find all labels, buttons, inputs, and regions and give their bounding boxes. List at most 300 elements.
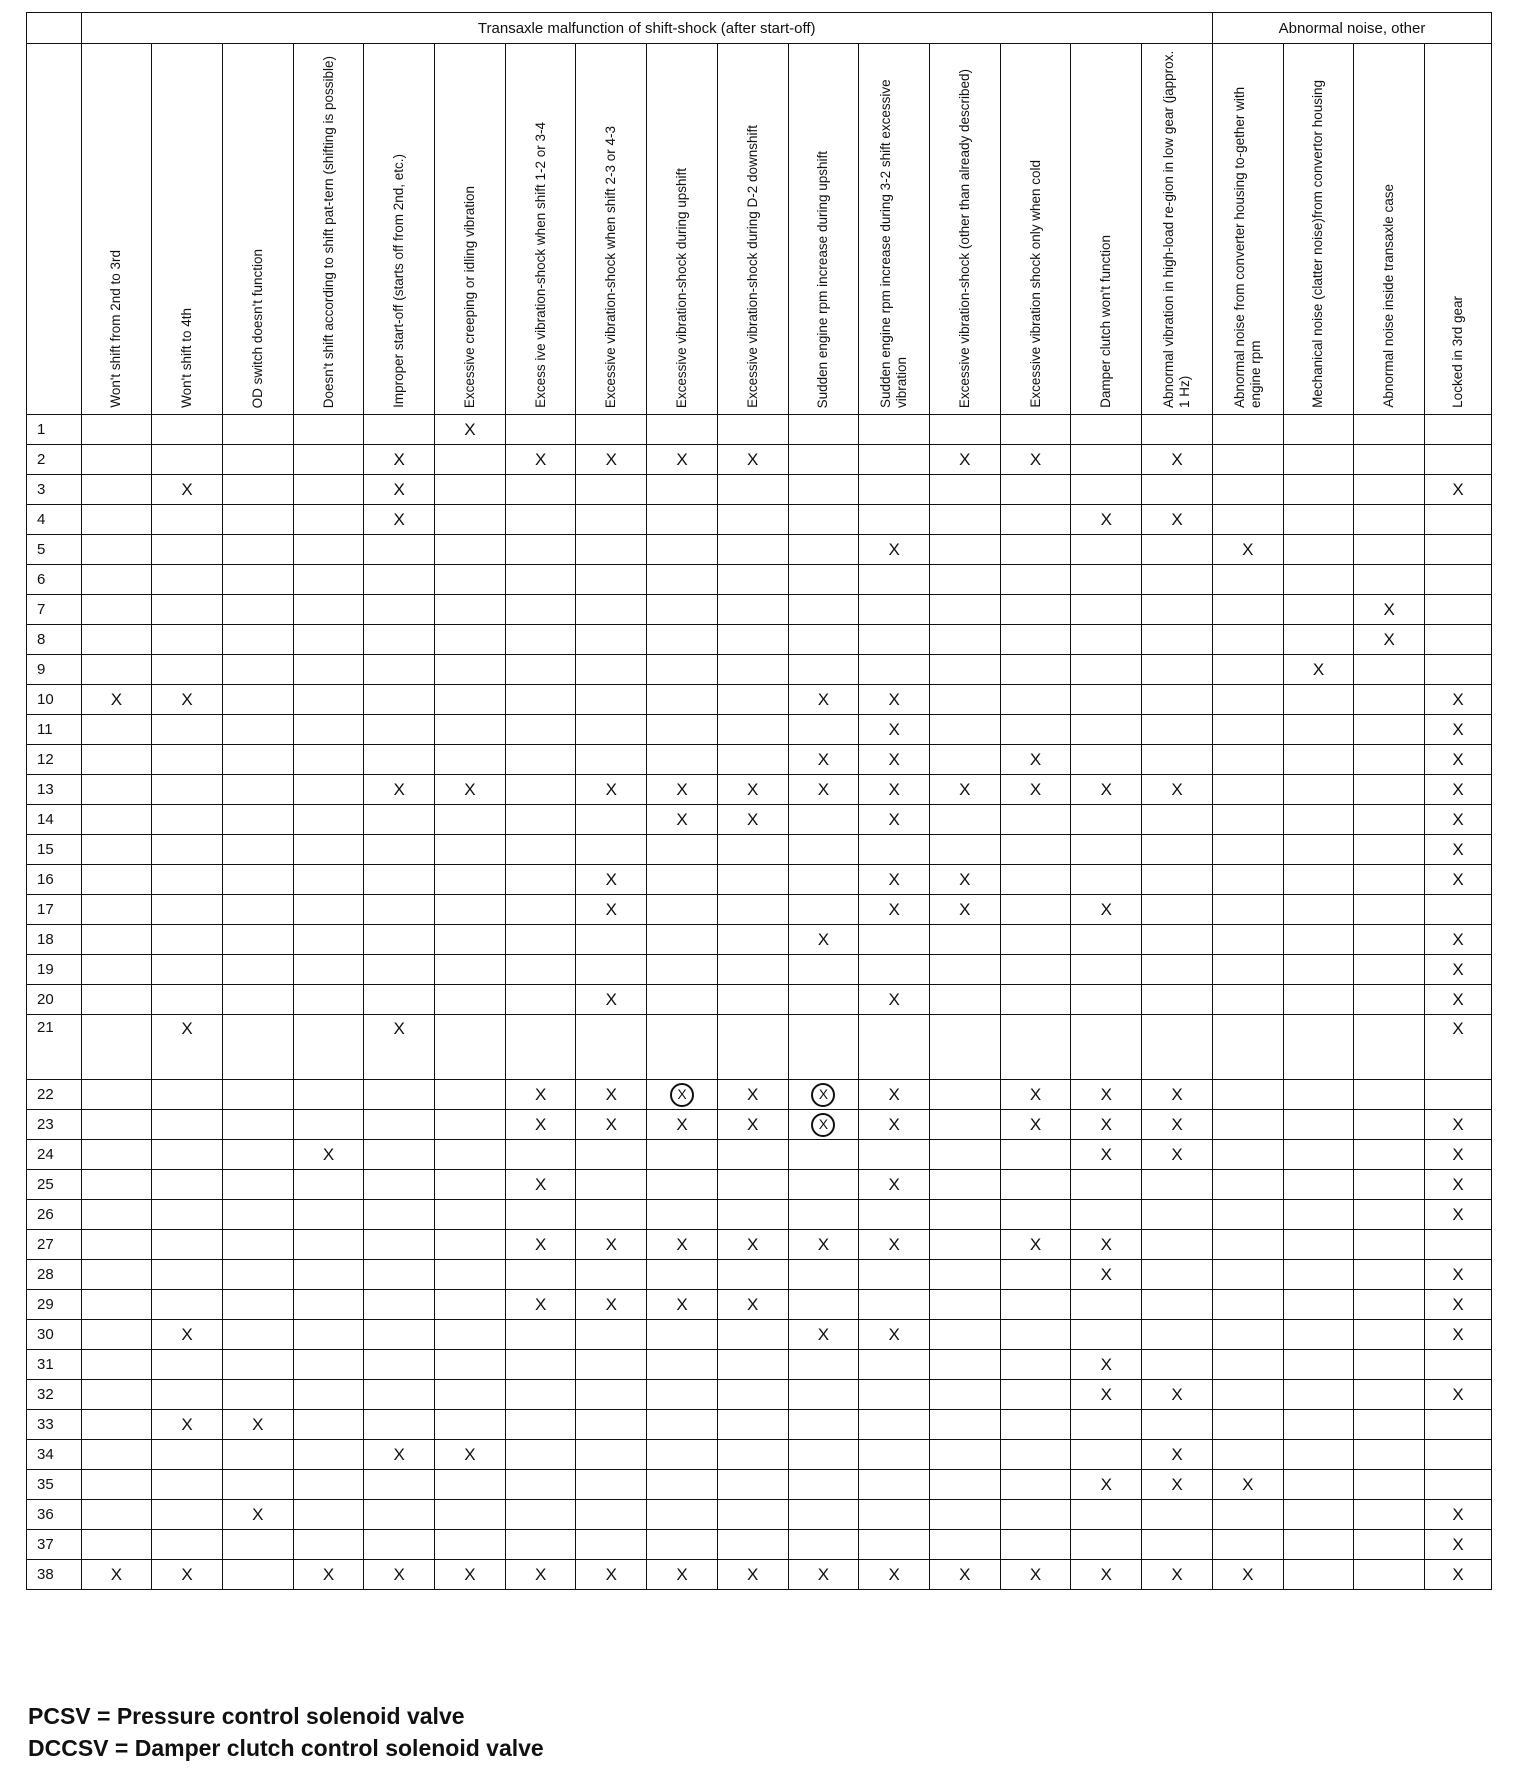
matrix-cell — [1283, 895, 1354, 925]
matrix-cell — [152, 535, 223, 565]
matrix-cell — [1425, 625, 1492, 655]
matrix-cell — [364, 1500, 435, 1530]
table-row — [27, 985, 1492, 1015]
matrix-cell — [1071, 505, 1142, 535]
matrix-cell — [1142, 1080, 1213, 1110]
matrix-cell — [152, 625, 223, 655]
matrix-cell — [1000, 625, 1071, 655]
matrix-cell — [717, 1410, 788, 1440]
matrix-cell — [788, 1200, 859, 1230]
matrix-cell — [929, 1320, 1000, 1350]
row-number: 8 — [27, 625, 82, 655]
matrix-cell — [788, 1260, 859, 1290]
matrix-cell — [576, 925, 647, 955]
matrix-cell — [717, 1170, 788, 1200]
matrix-cell — [1212, 775, 1283, 805]
matrix-cell — [293, 565, 364, 595]
matrix-cell — [859, 805, 930, 835]
x-mark: X — [1029, 749, 1042, 769]
matrix-cell — [647, 595, 718, 625]
matrix-cell — [576, 1440, 647, 1470]
matrix-cell — [222, 685, 293, 715]
row-number: 3 — [27, 475, 82, 505]
x-mark: X — [1171, 509, 1183, 529]
matrix-cell — [647, 1230, 718, 1260]
matrix-cell — [364, 685, 435, 715]
x-mark: X — [1171, 1114, 1183, 1134]
table-row — [27, 1140, 1492, 1170]
matrix-cell — [293, 1230, 364, 1260]
x-mark: X — [1029, 1564, 1042, 1584]
matrix-cell — [1283, 655, 1354, 685]
matrix-cell — [1071, 1320, 1142, 1350]
matrix-cell — [859, 655, 930, 685]
x-mark: X — [1452, 929, 1464, 949]
matrix-cell — [81, 535, 152, 565]
matrix-cell — [1283, 595, 1354, 625]
matrix-cell — [81, 1500, 152, 1530]
matrix-cell — [1000, 925, 1071, 955]
matrix-cell — [364, 1260, 435, 1290]
matrix-cell — [859, 1560, 930, 1590]
matrix-cell — [647, 1140, 718, 1170]
x-mark: X — [676, 449, 688, 469]
x-mark: X — [605, 779, 617, 799]
legend-pcsv: PCSV = Pressure control solenoid valve — [28, 1703, 465, 1729]
matrix-cell — [859, 535, 930, 565]
matrix-cell — [1142, 1170, 1213, 1200]
matrix-cell — [717, 1200, 788, 1230]
matrix-cell — [1000, 1290, 1071, 1320]
column-header-label: Abnormal vibration in high-load re-gion in low gear (japprox. 1 Hz) — [1161, 50, 1193, 408]
matrix-cell — [1283, 835, 1354, 865]
matrix-cell — [717, 1470, 788, 1500]
matrix-cell — [1142, 1350, 1213, 1380]
matrix-cell — [222, 1080, 293, 1110]
matrix-cell — [576, 1110, 647, 1140]
matrix-cell — [364, 1470, 435, 1500]
x-mark: X — [747, 809, 759, 829]
matrix-cell — [1142, 1380, 1213, 1410]
table-row — [27, 445, 1492, 475]
matrix-cell — [152, 1290, 223, 1320]
x-mark: X — [534, 1234, 547, 1254]
matrix-cell — [81, 955, 152, 985]
matrix-cell — [293, 805, 364, 835]
matrix-cell — [222, 415, 293, 445]
x-mark: X — [534, 449, 547, 469]
matrix-cell — [647, 745, 718, 775]
matrix-cell — [505, 1350, 576, 1380]
matrix-cell — [1283, 745, 1354, 775]
matrix-cell — [1283, 1530, 1354, 1560]
x-mark: X — [464, 779, 476, 799]
matrix-cell — [859, 1170, 930, 1200]
x-mark: X — [1100, 1564, 1112, 1584]
matrix-cell — [859, 985, 930, 1015]
x-mark: X — [534, 1174, 547, 1194]
column-header-label: Sudden engine rpm increase during 3-2 shift excessive vibration — [878, 79, 910, 408]
matrix-cell — [1071, 865, 1142, 895]
matrix-cell — [1142, 925, 1213, 955]
matrix-cell — [1425, 1290, 1492, 1320]
table-row — [27, 1080, 1492, 1110]
matrix-cell — [152, 1260, 223, 1290]
matrix-cell — [859, 625, 930, 655]
matrix-cell — [81, 1350, 152, 1380]
matrix-cell — [1283, 1440, 1354, 1470]
matrix-cell — [505, 1470, 576, 1500]
x-mark: X — [534, 1084, 547, 1104]
matrix-cell — [929, 1200, 1000, 1230]
x-mark: X — [1452, 869, 1464, 889]
row-number: 7 — [27, 595, 82, 625]
x-mark: X — [676, 1564, 688, 1584]
matrix-cell — [1071, 1230, 1142, 1260]
matrix-cell — [505, 1230, 576, 1260]
matrix-cell — [81, 685, 152, 715]
matrix-cell — [152, 745, 223, 775]
matrix-cell — [435, 1440, 506, 1470]
matrix-cell — [576, 1350, 647, 1380]
matrix-cell — [1071, 955, 1142, 985]
matrix-cell — [647, 985, 718, 1015]
x-mark: X — [1452, 989, 1464, 1009]
matrix-cell — [1142, 475, 1213, 505]
matrix-cell — [1142, 1470, 1213, 1500]
matrix-cell — [435, 1380, 506, 1410]
matrix-cell — [647, 895, 718, 925]
x-mark: X — [1452, 1534, 1464, 1554]
matrix-cell — [1071, 1200, 1142, 1230]
matrix-cell — [222, 925, 293, 955]
matrix-cell — [1000, 1140, 1071, 1170]
column-header-row — [27, 44, 1492, 415]
row-number: 24 — [27, 1140, 82, 1170]
matrix-cell — [1071, 1440, 1142, 1470]
matrix-cell — [435, 655, 506, 685]
matrix-cell — [576, 1470, 647, 1500]
matrix-cell — [293, 535, 364, 565]
matrix-cell — [293, 1440, 364, 1470]
matrix-cell — [152, 1560, 223, 1590]
column-header-label: Excessive creeping or idling vibration — [461, 185, 477, 408]
matrix-cell — [576, 805, 647, 835]
x-mark: X — [1452, 1204, 1464, 1224]
matrix-cell — [717, 475, 788, 505]
matrix-cell — [717, 745, 788, 775]
matrix-cell — [1142, 445, 1213, 475]
matrix-cell — [859, 775, 930, 805]
x-mark: X — [393, 779, 405, 799]
matrix-cell — [647, 715, 718, 745]
matrix-cell — [576, 415, 647, 445]
matrix-cell — [81, 505, 152, 535]
matrix-cell — [576, 1230, 647, 1260]
matrix-cell — [1212, 1320, 1283, 1350]
x-mark: X — [110, 689, 123, 709]
matrix-cell — [293, 1380, 364, 1410]
circled-mark: X — [670, 1083, 694, 1107]
matrix-cell — [647, 1080, 718, 1110]
matrix-cell — [647, 1500, 718, 1530]
matrix-cell — [293, 685, 364, 715]
matrix-cell — [576, 475, 647, 505]
column-header-label: Excess ive vibration-shock when shift 1-2 or 3-4 — [532, 122, 548, 408]
matrix-cell — [647, 865, 718, 895]
matrix-cell — [505, 895, 576, 925]
x-mark: X — [959, 779, 971, 799]
matrix-cell — [1283, 1110, 1354, 1140]
matrix-cell — [81, 1015, 152, 1080]
matrix-cell — [1283, 445, 1354, 475]
matrix-cell — [222, 1500, 293, 1530]
matrix-cell — [788, 985, 859, 1015]
matrix-cell — [152, 1320, 223, 1350]
x-mark: X — [1100, 1234, 1112, 1254]
table-row — [27, 925, 1492, 955]
matrix-cell — [1212, 1380, 1283, 1410]
matrix-cell — [293, 775, 364, 805]
matrix-cell — [505, 1380, 576, 1410]
x-mark: X — [1452, 1114, 1464, 1134]
matrix-cell — [717, 835, 788, 865]
matrix-cell — [1354, 1230, 1425, 1260]
x-mark: X — [1242, 1564, 1254, 1584]
matrix-cell — [647, 415, 718, 445]
matrix-cell — [859, 1200, 930, 1230]
matrix-cell — [435, 865, 506, 895]
matrix-cell — [152, 775, 223, 805]
matrix-cell — [81, 1290, 152, 1320]
matrix-cell — [505, 505, 576, 535]
matrix-cell — [505, 535, 576, 565]
matrix-cell — [717, 565, 788, 595]
matrix-cell — [1354, 775, 1425, 805]
matrix-cell — [435, 415, 506, 445]
matrix-cell — [1354, 595, 1425, 625]
matrix-cell — [293, 1500, 364, 1530]
matrix-cell — [717, 505, 788, 535]
matrix-cell — [717, 1530, 788, 1560]
matrix-cell — [364, 1110, 435, 1140]
matrix-cell — [81, 1380, 152, 1410]
matrix-cell — [1071, 1380, 1142, 1410]
column-header-label: Excessive vibration-shock (other than already described) — [956, 68, 972, 408]
matrix-cell — [1425, 1530, 1492, 1560]
matrix-cell — [81, 715, 152, 745]
matrix-cell — [435, 1110, 506, 1140]
matrix-cell — [859, 1230, 930, 1260]
matrix-cell — [1071, 925, 1142, 955]
matrix-cell — [1212, 805, 1283, 835]
x-mark: X — [322, 1144, 335, 1164]
matrix-cell — [1354, 535, 1425, 565]
row-number: 35 — [27, 1470, 82, 1500]
matrix-cell — [929, 715, 1000, 745]
x-mark: X — [676, 779, 688, 799]
troubleshooting-chart — [26, 12, 1492, 1590]
matrix-cell — [647, 805, 718, 835]
matrix-cell — [1142, 1200, 1213, 1230]
x-mark: X — [888, 1114, 900, 1134]
matrix-cell — [1212, 595, 1283, 625]
matrix-cell — [1142, 865, 1213, 895]
matrix-cell — [364, 865, 435, 895]
matrix-cell — [788, 625, 859, 655]
matrix-cell — [1000, 475, 1071, 505]
matrix-cell — [152, 1380, 223, 1410]
matrix-cell — [364, 1200, 435, 1230]
matrix-cell — [505, 1015, 576, 1080]
matrix-cell — [293, 1350, 364, 1380]
matrix-cell — [1212, 1440, 1283, 1470]
matrix-cell — [152, 985, 223, 1015]
row-number: 36 — [27, 1500, 82, 1530]
table-row — [27, 475, 1492, 505]
matrix-cell — [1354, 895, 1425, 925]
matrix-cell — [1425, 505, 1492, 535]
matrix-cell — [1354, 1015, 1425, 1080]
table-row — [27, 835, 1492, 865]
matrix-cell — [1283, 955, 1354, 985]
matrix-cell — [788, 535, 859, 565]
table-row — [27, 1560, 1492, 1590]
matrix-cell — [81, 1560, 152, 1590]
matrix-cell — [929, 565, 1000, 595]
column-header-label: Improper start-off (starts off from 2nd, etc.) — [391, 154, 407, 408]
table-row — [27, 505, 1492, 535]
matrix-cell — [222, 1170, 293, 1200]
table-row — [27, 565, 1492, 595]
column-header — [1425, 44, 1492, 415]
row-number: 22 — [27, 1080, 82, 1110]
column-header — [1354, 44, 1425, 415]
matrix-cell — [1283, 1140, 1354, 1170]
x-mark: X — [959, 1564, 971, 1584]
matrix-cell — [1283, 715, 1354, 745]
table-row — [27, 955, 1492, 985]
matrix-cell — [505, 445, 576, 475]
matrix-cell — [576, 505, 647, 535]
matrix-cell — [1000, 565, 1071, 595]
matrix-cell — [1000, 1110, 1071, 1140]
matrix-cell — [717, 1080, 788, 1110]
x-mark: X — [605, 899, 617, 919]
matrix-cell — [505, 1200, 576, 1230]
matrix-cell — [1212, 865, 1283, 895]
matrix-cell — [1071, 1290, 1142, 1320]
column-header-label: Excessive vibration-shock during D-2 downshift — [744, 125, 760, 408]
matrix-cell — [576, 535, 647, 565]
matrix-cell — [1425, 1200, 1492, 1230]
matrix-cell — [647, 1560, 718, 1590]
matrix-cell — [1354, 865, 1425, 895]
row-number: 14 — [27, 805, 82, 835]
matrix-cell — [435, 1560, 506, 1590]
x-mark: X — [322, 1564, 335, 1584]
matrix-cell — [1000, 775, 1071, 805]
matrix-cell — [788, 595, 859, 625]
matrix-cell — [293, 1015, 364, 1080]
matrix-cell — [788, 1320, 859, 1350]
matrix-cell — [1000, 1470, 1071, 1500]
matrix-cell — [859, 895, 930, 925]
matrix-cell — [1354, 415, 1425, 445]
row-number: 21 — [27, 1015, 82, 1080]
matrix-cell — [929, 685, 1000, 715]
matrix-cell — [929, 1230, 1000, 1260]
matrix-cell — [1000, 835, 1071, 865]
matrix-cell — [1283, 805, 1354, 835]
matrix-cell — [788, 745, 859, 775]
matrix-cell — [152, 1170, 223, 1200]
matrix-cell — [788, 895, 859, 925]
matrix-cell — [1142, 685, 1213, 715]
matrix-cell — [435, 505, 506, 535]
matrix-cell — [293, 1110, 364, 1140]
x-mark: X — [1452, 749, 1464, 769]
column-header — [293, 44, 364, 415]
matrix-cell — [788, 655, 859, 685]
x-mark: X — [747, 449, 759, 469]
matrix-cell — [81, 415, 152, 445]
matrix-cell — [576, 1260, 647, 1290]
matrix-cell — [859, 1110, 930, 1140]
matrix-cell — [435, 1170, 506, 1200]
matrix-cell — [1000, 745, 1071, 775]
column-header — [222, 44, 293, 415]
table-row — [27, 1200, 1492, 1230]
matrix-cell — [293, 1200, 364, 1230]
matrix-cell — [1283, 925, 1354, 955]
matrix-cell — [1425, 1410, 1492, 1440]
table-body — [27, 13, 1492, 1590]
matrix-cell — [1142, 1260, 1213, 1290]
matrix-cell — [364, 535, 435, 565]
matrix-cell — [81, 775, 152, 805]
matrix-cell — [435, 1530, 506, 1560]
matrix-cell — [81, 1140, 152, 1170]
matrix-cell — [1283, 1080, 1354, 1110]
matrix-cell — [435, 1260, 506, 1290]
matrix-cell — [717, 1230, 788, 1260]
matrix-cell — [505, 1410, 576, 1440]
table-row — [27, 595, 1492, 625]
row-number: 18 — [27, 925, 82, 955]
matrix-cell — [1212, 625, 1283, 655]
matrix-cell — [505, 1440, 576, 1470]
matrix-cell — [717, 1380, 788, 1410]
matrix-cell — [859, 715, 930, 745]
matrix-cell — [1212, 955, 1283, 985]
matrix-cell — [859, 1320, 930, 1350]
row-number: 31 — [27, 1350, 82, 1380]
matrix-cell — [1142, 535, 1213, 565]
matrix-cell — [1354, 625, 1425, 655]
matrix-cell — [1142, 1500, 1213, 1530]
column-header — [152, 44, 223, 415]
matrix-cell — [1071, 685, 1142, 715]
matrix-cell — [364, 1320, 435, 1350]
x-mark: X — [888, 809, 900, 829]
matrix-cell — [647, 475, 718, 505]
x-mark: X — [1452, 779, 1464, 799]
row-number: 20 — [27, 985, 82, 1015]
matrix-cell — [152, 595, 223, 625]
matrix-cell — [859, 1410, 930, 1440]
x-mark: X — [888, 899, 900, 919]
